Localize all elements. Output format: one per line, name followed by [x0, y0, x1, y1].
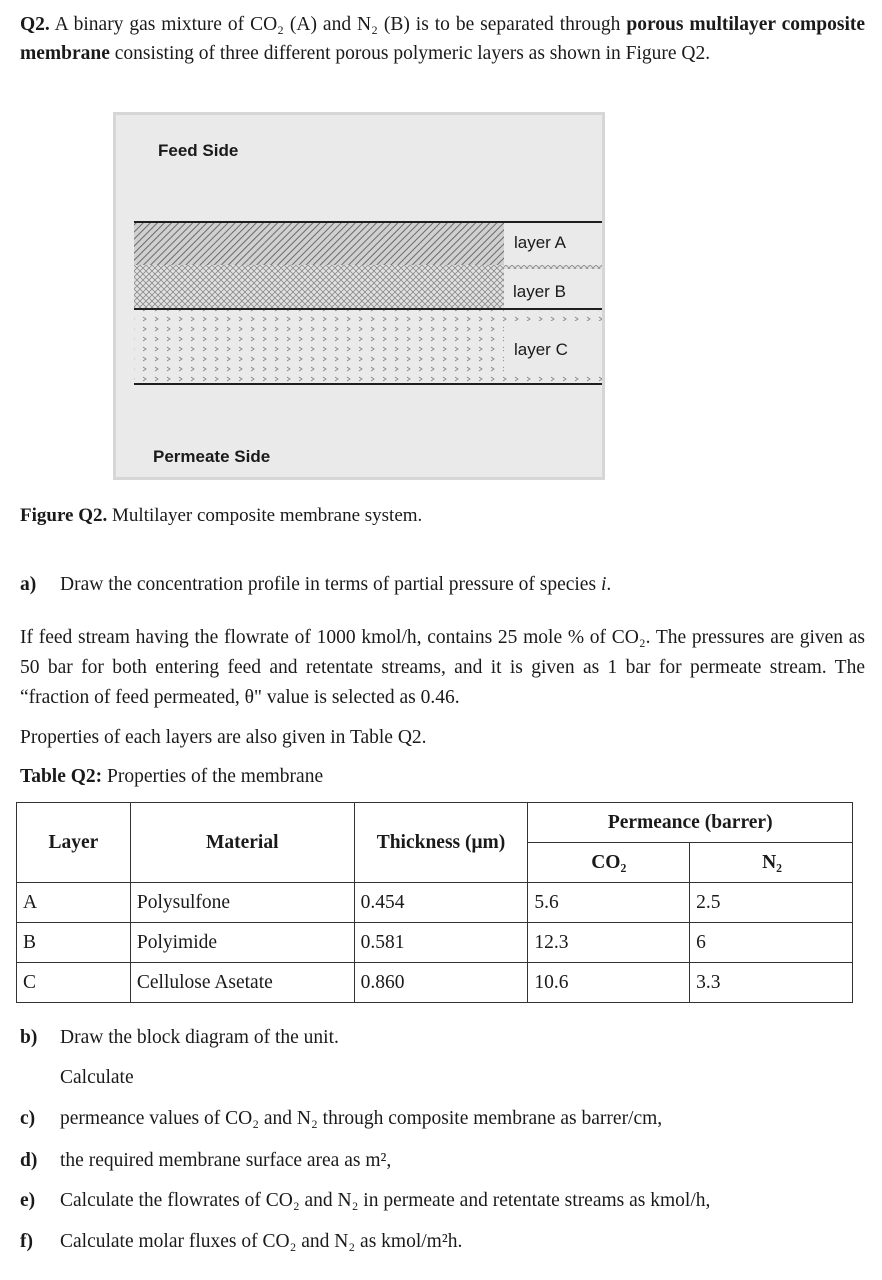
header-layer: Layer: [17, 803, 131, 883]
part-d-label: d): [20, 1150, 38, 1171]
calculate-heading: Calculate: [60, 1067, 134, 1088]
cell-co2: 10.6: [528, 963, 690, 1003]
part-b-text: Draw the block diagram of the unit.: [60, 1027, 339, 1048]
part-c-label: c): [20, 1108, 36, 1129]
cell-n2: 2.5: [690, 883, 853, 923]
header-co2: CO₂: [528, 843, 690, 883]
header-permeance: Permeance (barrer): [528, 803, 853, 843]
part-d-text: the required membrane surface area as m²,: [60, 1150, 392, 1171]
question-number: Q2.: [20, 14, 50, 35]
table-row: [17, 883, 853, 923]
table-row: [17, 923, 853, 963]
part-b: [20, 1027, 339, 1049]
part-a-text: Draw the concentration profile in terms of partial pressure of species: [60, 574, 597, 595]
species-symbol: i: [600, 574, 607, 595]
header-material: Material: [130, 803, 354, 883]
table-row: [17, 963, 853, 1003]
cell-layer: B: [17, 923, 131, 963]
cell-n2: 6: [690, 923, 853, 963]
cell-material: Polysulfone: [130, 883, 354, 923]
part-b-label: b): [20, 1027, 38, 1048]
layer-a-label: layer A: [510, 233, 570, 253]
feed-side-label: Feed Side: [158, 141, 239, 160]
layer-c-label: layer C: [510, 340, 572, 360]
table-title: [20, 766, 323, 788]
intro-bold-term: porous multilayer composite membrane: [20, 14, 866, 64]
membrane-figure: [113, 112, 605, 480]
cell-layer: C: [17, 963, 131, 1003]
cell-layer: A: [17, 883, 131, 923]
cell-co2: 5.6: [528, 883, 690, 923]
part-a: [20, 574, 611, 596]
properties-line: Properties of each layers are also given in Table Q2.: [20, 727, 427, 748]
figure-caption-text: Multilayer composite membrane system.: [112, 505, 423, 526]
cell-material: Polyimide: [130, 923, 354, 963]
part-d: [20, 1150, 391, 1172]
part-f-text: Calculate molar fluxes of CO₂ and N₂ as kmol/m²h.: [60, 1231, 463, 1252]
cell-thickness: 0.581: [354, 923, 528, 963]
part-f: [20, 1231, 462, 1253]
cell-n2: 3.3: [690, 963, 853, 1003]
question-intro: [20, 10, 865, 68]
properties-table: [16, 802, 853, 1003]
part-e-label: e): [20, 1190, 36, 1211]
part-e: [20, 1190, 710, 1212]
part-e-text: Calculate the flowrates of CO₂ and N₂ in permeate and retentate streams as kmol/h,: [60, 1190, 711, 1211]
intro-text-1: A binary gas mixture of CO₂ (A) and N₂ (B) is to be separated through: [54, 14, 621, 35]
intro-text-2: consisting of three different porous polymeric layers as shown in Figure Q2.: [114, 43, 711, 64]
cell-co2: 12.3: [528, 923, 690, 963]
permeate-side-label: Permeate Side: [153, 447, 271, 466]
layer-b-band: [134, 265, 504, 309]
figure-caption: [20, 505, 422, 527]
header-thickness: Thickness (μm): [354, 803, 528, 883]
part-a-label: a): [20, 574, 37, 595]
figure-caption-number: Figure Q2.: [20, 505, 108, 526]
layer-a-band: [134, 223, 504, 265]
part-c: [20, 1108, 662, 1130]
part-a-period: .: [606, 574, 612, 595]
part-f-label: f): [20, 1231, 33, 1252]
cell-thickness: 0.860: [354, 963, 528, 1003]
table-title-text: Properties of the membrane: [107, 766, 324, 787]
header-n2: N₂: [690, 843, 853, 883]
layer-c-band: [134, 309, 504, 383]
cell-thickness: 0.454: [354, 883, 528, 923]
part-c-text: permeance values of CO₂ and N₂ through composite membrane as barrer/cm,: [60, 1108, 663, 1129]
table-title-number: Table Q2:: [20, 766, 103, 787]
feed-paragraph: If feed stream having the flowrate of 1000 kmol/h, contains 25 mole % of CO₂. The pressures are given as 50 bar for both entering feed and retentate streams, and it is given as 1 bar for permeate stream. The “fraction of feed permeated, θ" value is selected as 0.46.: [20, 627, 865, 708]
layer-b-label: layer B: [509, 282, 570, 302]
cell-material: Cellulose Asetate: [130, 963, 354, 1003]
